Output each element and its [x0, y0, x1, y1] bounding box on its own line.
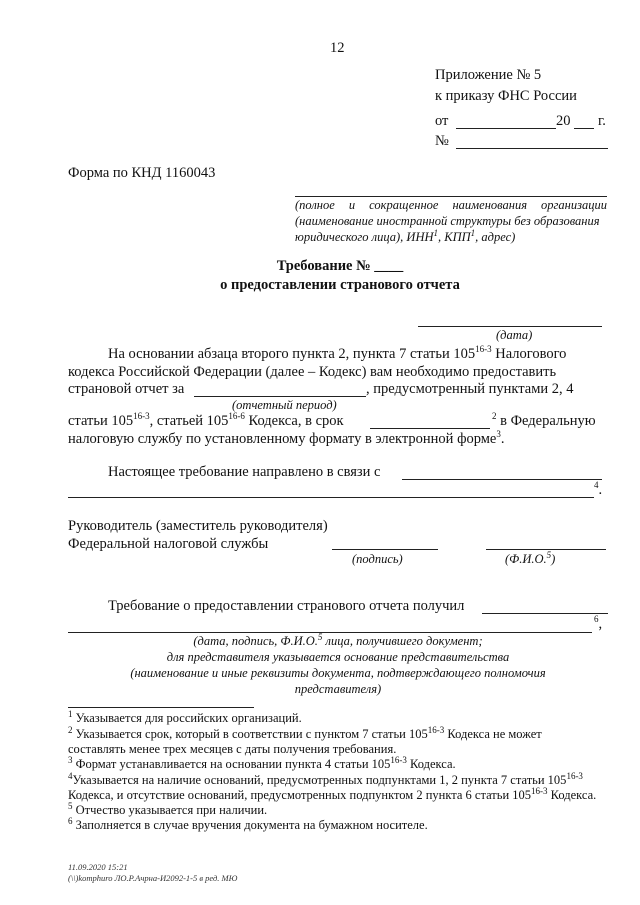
appendix-year-line	[574, 128, 594, 129]
footnote-5: $^5$ Отчество указывается при наличии.	[68, 800, 268, 817]
date-line	[418, 326, 602, 327]
reason-line-2	[68, 497, 594, 498]
body-p1-line1: На основании абзаца второго пункта 2, пункта 7 статьи 105$^{16-3}$ Налогового	[108, 344, 567, 362]
title-line2: о предоставлении странового отчета	[220, 277, 460, 293]
received-line-end: $^6$,	[594, 614, 603, 632]
form-code: Форма по КНД 1160043	[68, 165, 216, 181]
received-line-2	[68, 632, 592, 633]
page-number: 12	[330, 40, 345, 56]
footnote-3: $^3$ Формат устанавливается на основании пункта 4 статьи 105$^{16-3}$ Кодекса.	[68, 754, 456, 771]
body-p1-line4: статьи 105$^{16-3}$, статьей 105$^{16-6}$ Кодекса, в срок	[68, 411, 344, 429]
appendix-line2: к приказу ФНС России	[435, 88, 577, 104]
period-line	[194, 396, 366, 397]
received-caption-2: для представителя указывается основание представительства	[166, 650, 510, 664]
org-caption-line2: (наименование иностранной структуры без образования	[295, 214, 600, 228]
received-caption-3: (наименование и иные реквизиты документа, подтверждающего полномочия	[130, 666, 546, 680]
reason-line-1	[402, 479, 602, 480]
org-name-line	[295, 196, 607, 197]
appendix-year-prefix: 20	[556, 113, 571, 129]
footnote-6: $^6$ Заполняется в случае вручения документа на бумажном носителе.	[68, 815, 428, 832]
body-p1-line3-a: страновой отчет за	[68, 381, 185, 397]
title-line1: Требование № ____	[276, 258, 404, 274]
footnote-2: $^2$ Указывается срок, который в соответствии с пунктом 7 статьи 105$^{16-3}$ Кодекса не может	[68, 724, 542, 741]
footnote-4-cont: Кодекса, и отсутствие оснований, предусмотренных подпунктом 2 пункта 6 статьи 105$^{16-3}$ Кодекса.	[68, 785, 597, 802]
footnote-separator	[68, 707, 254, 708]
deadline-line	[370, 428, 490, 429]
appendix-number-line	[456, 148, 608, 149]
date-caption: (дата)	[496, 328, 533, 342]
appendix-date-line	[456, 128, 556, 129]
signer-line1: Руководитель (заместитель руководителя)	[68, 518, 328, 534]
signature-caption: (подпись)	[352, 552, 403, 566]
reason-line-end: $^4$.	[594, 480, 603, 498]
footnote-2-cont: составлять менее трех месяцев с даты получения требования.	[68, 742, 397, 756]
footnote-1: $^1$ Указывается для российских организаций.	[68, 708, 302, 725]
received-line-1	[482, 613, 608, 614]
footnote-4: $^4$Указывается на наличие оснований, предусмотренных подпунктами 1, 2 пункта 7 статьи 105$^{16-3}$	[68, 770, 583, 787]
period-caption: (отчетный период)	[232, 398, 337, 412]
signature-line	[332, 549, 438, 550]
body-p2: Настоящее требование направлено в связи с	[108, 464, 381, 480]
appendix-year-suffix: г.	[598, 113, 606, 129]
print-stamp-line2: (\\)komphuro ЛО.Р.Ачрна-И2092-1-5 в ред. МЮ	[68, 873, 238, 883]
appendix-line1: Приложение № 5	[435, 67, 542, 83]
org-caption-line3: юридического лица), ИНН$^1$, КПП$^1$, адрес)	[295, 227, 516, 244]
body-p1-line5: налоговую службу по установленному формату в электронной форме$^3$.	[68, 429, 505, 447]
appendix-number-label: №	[435, 133, 449, 149]
body-p1-line4-end: $^2$ в Федеральную	[492, 411, 596, 429]
body-p1-line3-b: , предусмотренный пунктами 2, 4	[366, 381, 574, 397]
received-caption-4: представителя)	[294, 682, 382, 696]
received-text: Требование о предоставлении странового отчета получил	[108, 598, 465, 614]
fio-caption: (Ф.И.О.$^5$)	[505, 549, 556, 566]
print-stamp-line1: 11.09.2020 15:21	[68, 862, 128, 872]
org-caption-line1: (полное и сокращенное наименования организации	[295, 198, 607, 212]
appendix-from-label: от	[435, 113, 449, 129]
body-p1-line2: кодекса Российской Федерации (далее – Кодекс) вам необходимо предоставить	[68, 364, 557, 380]
received-caption-1: (дата, подпись, Ф.И.О.$^5$ лица, получившего документ;	[193, 631, 483, 648]
signer-line2: Федеральной налоговой службы	[68, 536, 269, 552]
